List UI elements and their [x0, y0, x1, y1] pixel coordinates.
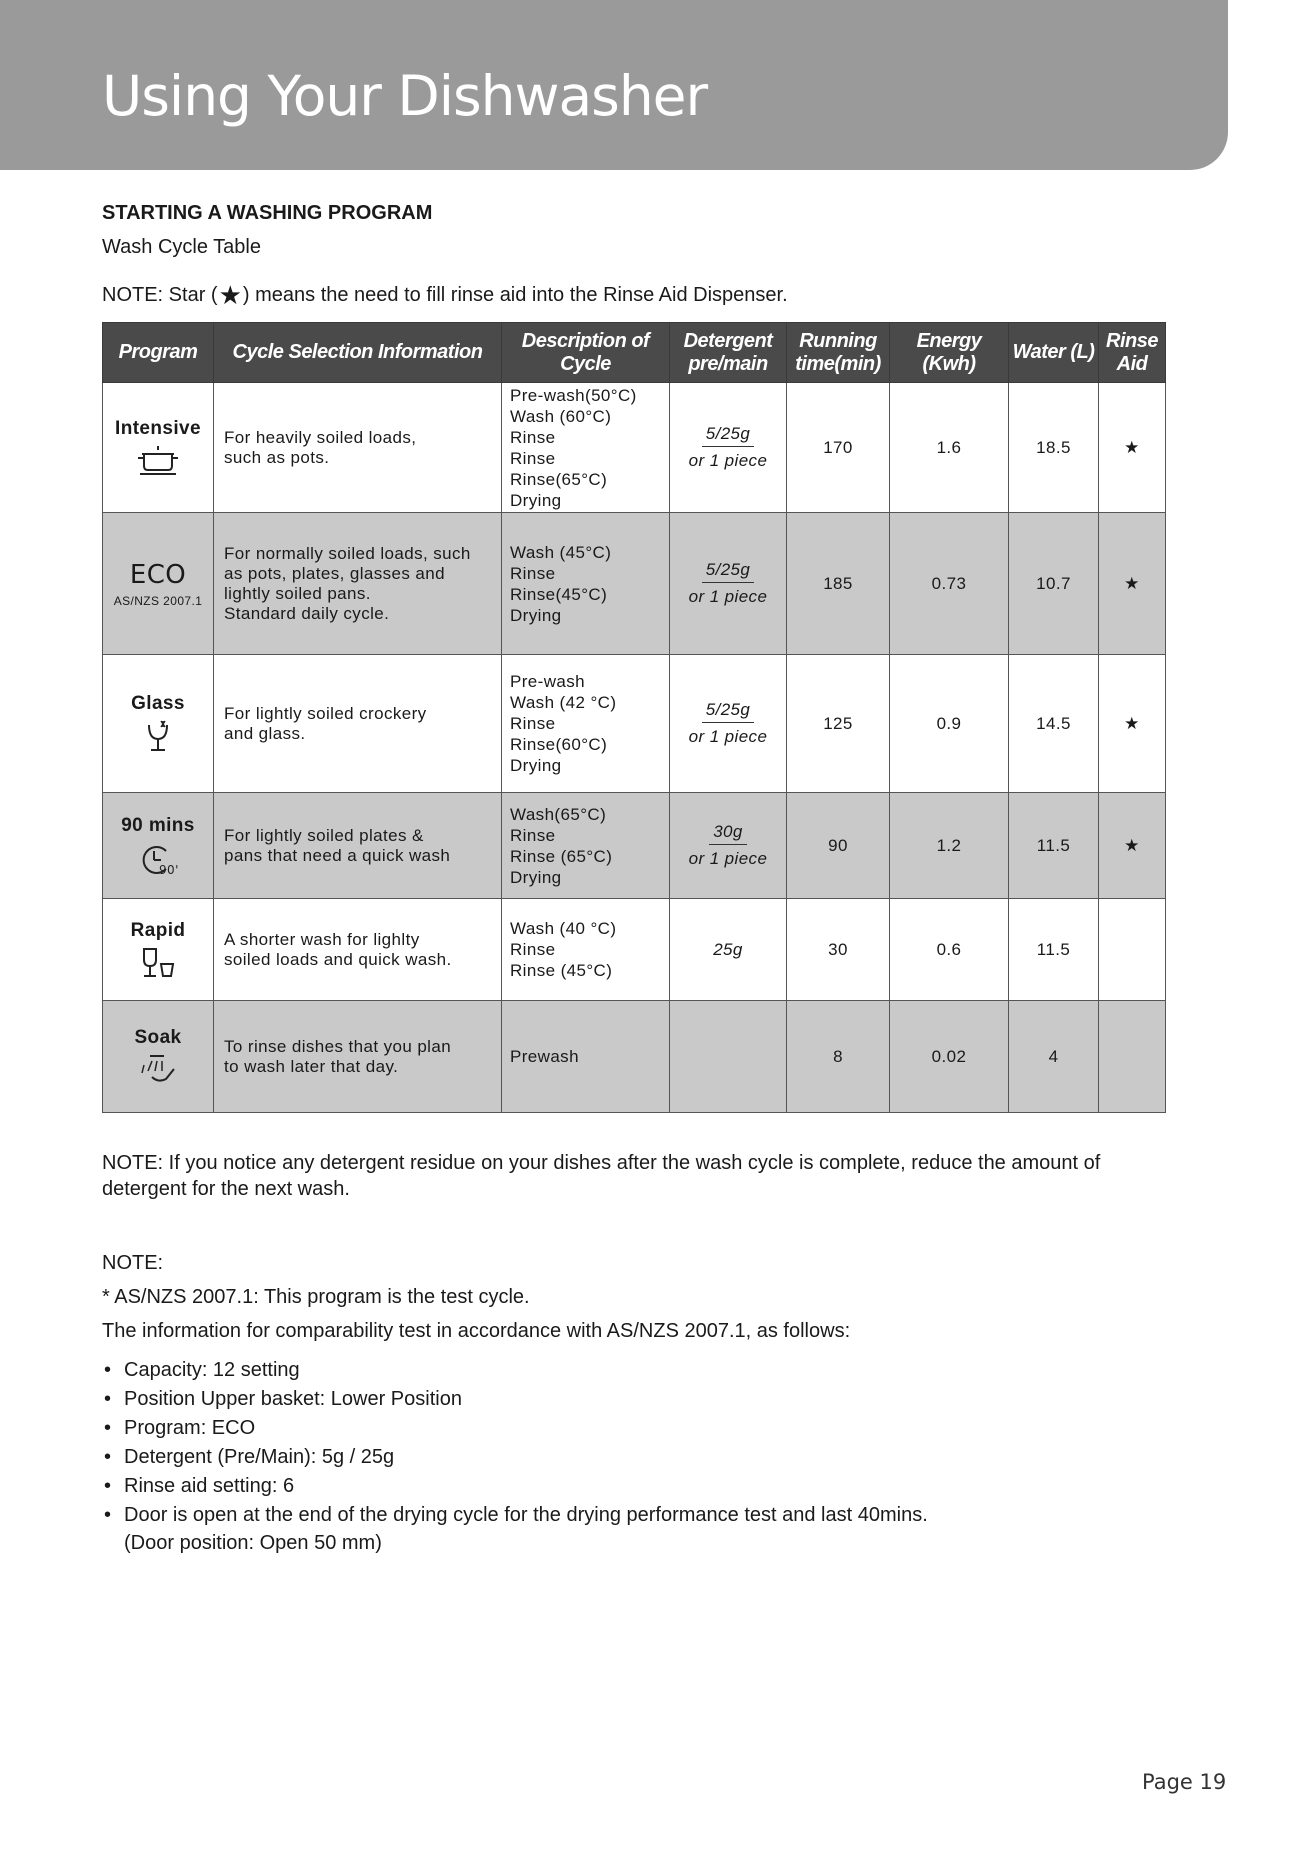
rinse-aid-star-icon: ★	[1099, 513, 1166, 655]
water-cell: 11.5	[1009, 899, 1099, 1001]
running-time-cell: 90	[787, 793, 890, 899]
detergent-alt: or 1 piece	[688, 587, 768, 606]
cycle-info-cell: For heavily soiled loads, such as pots.	[214, 383, 502, 513]
cycle-info-cell: For lightly soiled crockery and glass.	[214, 655, 502, 793]
energy-cell: 0.6	[890, 899, 1009, 1001]
col-header-description: Description of Cycle	[502, 323, 670, 383]
program-cell	[103, 899, 214, 1001]
running-time-cell: 185	[787, 513, 890, 655]
detergent-amount: 30g	[709, 822, 747, 845]
table-row	[103, 383, 1166, 513]
comparability-info: The information for comparability test in accordance with AS/NZS 2007.1, as follows:	[102, 1320, 851, 1342]
table-caption: Wash Cycle Table	[102, 236, 261, 258]
cycle-description-cell: Pre-wash Wash (42 °C) Rinse Rinse(60°C) Drying	[502, 655, 670, 793]
star-icon: ★	[218, 280, 242, 310]
detergent-cell	[670, 513, 787, 655]
energy-cell: 0.73	[890, 513, 1009, 655]
list-item: • Rinse aid setting: 6	[102, 1472, 928, 1501]
rinse-aid-star-icon: ★	[1099, 383, 1166, 513]
detergent-cell	[670, 1001, 787, 1113]
clock-90-icon	[136, 841, 180, 877]
program-name: Rapid	[130, 919, 186, 941]
rinse-aid-cell	[1099, 1001, 1166, 1113]
table-header-row	[103, 323, 1166, 383]
running-time-cell: 30	[787, 899, 890, 1001]
program-cell	[103, 793, 214, 899]
list-item: • Door is open at the end of the drying cycle for the drying performance test and last 40mins.	[102, 1501, 928, 1530]
detergent-cell	[670, 655, 787, 793]
rinse-aid-cell	[1099, 899, 1166, 1001]
col-header-rinse: Rinse Aid	[1099, 323, 1166, 383]
cycle-info-cell: A shorter wash for lighlty soiled loads and quick wash.	[214, 899, 502, 1001]
detergent-alt: or 1 piece	[688, 727, 768, 746]
detergent-cell	[670, 899, 787, 1001]
door-position-note: (Door position: Open 50 mm)	[124, 1532, 382, 1554]
col-header-energy: Energy (Kwh)	[890, 323, 1009, 383]
table-row	[103, 793, 1166, 899]
header-band	[0, 0, 1228, 170]
program-cell	[103, 655, 214, 793]
running-time-cell: 8	[787, 1001, 890, 1113]
table-row	[103, 1001, 1166, 1113]
energy-cell: 0.9	[890, 655, 1009, 793]
running-time-cell: 125	[787, 655, 890, 793]
clock-90-label: 90'	[159, 862, 179, 877]
col-header-program: Program	[103, 323, 214, 383]
energy-cell: 1.6	[890, 383, 1009, 513]
program-cell	[103, 383, 214, 513]
test-cycle-note: * AS/NZS 2007.1: This program is the test cycle.	[102, 1286, 530, 1308]
cycle-info-cell: To rinse dishes that you plan to wash later that day.	[214, 1001, 502, 1113]
energy-cell: 1.2	[890, 793, 1009, 899]
list-item: • Position Upper basket: Lower Position	[102, 1385, 928, 1414]
program-standard: AS/NZS 2007.1	[113, 593, 203, 608]
note-label: NOTE:	[102, 1252, 164, 1274]
detergent-amount: 5/25g	[702, 424, 755, 447]
cycle-info-cell: For normally soiled loads, such as pots, plates, glasses and lightly soiled pans. Standard daily cycle.	[214, 513, 502, 655]
list-item: • Program: ECO	[102, 1414, 928, 1443]
cycle-description-cell: Prewash	[502, 1001, 670, 1113]
table-row	[103, 655, 1166, 793]
program-cell	[103, 513, 214, 655]
detergent-cell	[670, 793, 787, 899]
detergent-amount: 5/25g	[702, 560, 755, 583]
running-time-cell: 170	[787, 383, 890, 513]
program-name: 90 mins	[121, 814, 195, 836]
list-item: • Capacity: 12 setting	[102, 1356, 928, 1385]
pot-icon	[134, 444, 182, 478]
detergent-alt: or 1 piece	[688, 451, 768, 470]
col-header-running: Running time(min)	[787, 323, 890, 383]
detergent-amount: 25g	[713, 939, 743, 959]
col-header-water: Water (L)	[1009, 323, 1099, 383]
water-cell: 11.5	[1009, 793, 1099, 899]
detergent-cell	[670, 383, 787, 513]
star-note-suffix: ) means the need to fill rinse aid into the Rinse Aid Dispenser.	[242, 283, 788, 306]
water-cell: 18.5	[1009, 383, 1099, 513]
star-note-prefix: NOTE: Star (	[102, 283, 218, 306]
rinse-aid-star-icon: ★	[1099, 655, 1166, 793]
program-name: Glass	[131, 692, 185, 714]
test-conditions-list	[102, 1356, 928, 1556]
energy-cell: 0.02	[890, 1001, 1009, 1113]
glass-cup-icon	[136, 946, 180, 980]
water-cell: 4	[1009, 1001, 1099, 1113]
residue-note: NOTE: If you notice any detergent residue on your dishes after the wash cycle is complete, reduce the amount of detergent for the next wash.	[102, 1152, 1101, 1200]
soak-icon	[136, 1053, 180, 1087]
list-item: • Detergent (Pre/Main): 5g / 25g	[102, 1443, 928, 1472]
col-header-info: Cycle Selection Information	[214, 323, 502, 383]
water-cell: 14.5	[1009, 655, 1099, 793]
star-note	[102, 282, 788, 308]
cycle-description-cell: Wash (45°C) Rinse Rinse(45°C) Drying	[502, 513, 670, 655]
col-header-detergent: Detergent pre/main	[670, 323, 787, 383]
cycle-description-cell: Pre-wash(50°C) Wash (60°C) Rinse Rinse Rinse(65°C) Drying	[502, 383, 670, 513]
program-name: ECO	[129, 559, 187, 590]
program-name: Intensive	[115, 417, 201, 439]
detergent-amount: 5/25g	[702, 700, 755, 723]
cycle-info-cell: For lightly soiled plates & pans that need a quick wash	[214, 793, 502, 899]
detergent-alt: or 1 piece	[688, 849, 768, 868]
table-row	[103, 513, 1166, 655]
glass-icon	[141, 719, 175, 755]
cycle-description-cell: Wash(65°C) Rinse Rinse (65°C) Drying	[502, 793, 670, 899]
table-row	[103, 899, 1166, 1001]
program-cell	[103, 1001, 214, 1113]
cycle-description-cell: Wash (40 °C) Rinse Rinse (45°C)	[502, 899, 670, 1001]
program-name: Soak	[134, 1026, 182, 1048]
page-title: Using Your Dishwasher	[102, 64, 708, 128]
page-number: Page 19	[1142, 1770, 1227, 1794]
section-title: STARTING A WASHING PROGRAM	[102, 202, 433, 224]
rinse-aid-star-icon: ★	[1099, 793, 1166, 899]
wash-cycle-table	[102, 322, 1166, 1113]
water-cell: 10.7	[1009, 513, 1099, 655]
